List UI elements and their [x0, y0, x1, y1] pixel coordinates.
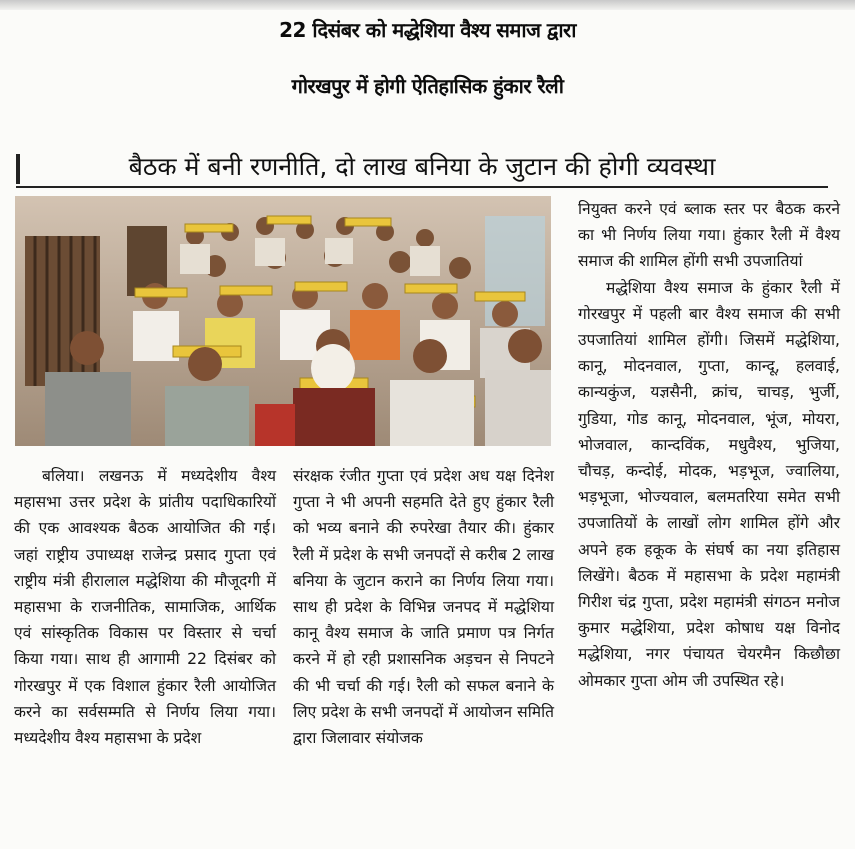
article-column-2 — [293, 463, 554, 751]
meeting-photo-illustration — [15, 196, 551, 446]
article-column-3-paragraph-2: मद्धेशिया वैश्य समाज के हुंकार रैली में गोरखपुर में पहली बार वैश्य समाज की सभी उपजातियां शामिल होंगी। जिसमें मद्धेशिया, कानू, मोदनवाल, गुप्ता, कान्दू, हलवाई, कान्यकुंज, यज्ञसैनी, क्रांच, चाचड़, भुर्जी, गुडिया, गोड कानू, मोदनवाल, भूंज, मोयरा, भोजवाल, कान्दविंक, मधुवैश्य, भुजिया, चौचड़, कन्दोई, मोदक, भड़भूज, ज्वालिया, भड़भूजा, भोज्यवाल, बलमतरिया समेत सभी उपजातियों के लाखों लोग शामिल होंगे और अपने हक हकूक के संघर्ष का नया इतिहास लिखेंगे। बैठक में महासभा के प्रदेश महामंत्री गिरीश चंद्र गुप्ता, प्रदेश महामंत्री संगठन मनोज कुमार मद्धेशिया, प्रदेश कोषाध यक्ष विनोद मद्धेशिया, नगर पंचायत चेयरमैन किछौछा ओमकार गुप्ता ओम जी उपस्थित रहे। — [578, 278, 840, 690]
article-column-2-text: संरक्षक रंजीत गुप्ता एवं प्रदेश अध यक्ष दिनेश गुप्ता ने भी अपनी सहमति देते हुए हुंकार रैली को भव्य बनाने की रुपरेखा तैयार की। हुंकार रैली में प्रदेश के सभी जनपदों से करीब 2 लाख बनिया के जुटान कराने का निर्णय लिया गया। साथ ही प्रदेश के विभिन्न जनपद में मद्धेशिया कानू वैश्य समाज के जाति प्रमाण पत्र निर्गत करने में हो रही प्रशासनिक अड़चन से निपटने की भी चर्चा की गई। रैली को सफल बनाने के लिए प्रदेश के सभी जनपदों में आयोजन समिति द्वारा जिलावार संयोजक — [293, 467, 554, 748]
article-column-3 — [578, 196, 840, 694]
article-column-1 — [14, 463, 276, 751]
meeting-photo — [15, 196, 551, 446]
subheadline-bar — [16, 154, 20, 184]
headline-line-1: 22 दिसंबर को मद्धेशिया वैश्य समाज द्वारा — [279, 18, 576, 42]
previous-article-strip — [0, 0, 855, 10]
article-column-1-text: बलिया। लखनऊ में मध्यदेशीय वैश्य महासभा उत्तर प्रदेश के प्रांतीय पदाधिकारियों की एक आवश्यक बैठक आयोजित की गई। जहां राष्ट्रीय उपाध्यक्ष राजेन्द्र प्रसाद गुप्ता एवं राष्ट्रीय मंत्री हीरालाल मद्धेशिया की मौजूदगी में महासभा के राजनीतिक, सामाजिक, आर्थिक एवं सांस्कृतिक विकास पर विस्तार से चर्चा किया गया। साथ ही आगामी 22 दिसंबर को गोरखपुर में एक विशाल हुंकार रैली आयोजित करने का सर्वसम्मति से निर्णय लिया गया। मध्यदेशीय वैश्य महासभा के प्रदेश — [14, 467, 276, 748]
subheadline-text: बैठक में बनी रणनीति, दो लाख बनिया के जुटान की होगी व्यवस्था — [128, 152, 716, 181]
article-column-3-paragraph-1: नियुक्त करने एवं ब्लाक स्तर पर बैठक करने का भी निर्णय लिया गया। हुंकार रैली में वैश्य समाज की शामिल होंगी सभी उपजातियां — [578, 200, 840, 271]
headline-line-2: गोरखपुर में होगी ऐतिहासिक हुंकार रैली — [291, 74, 564, 98]
subheadline — [16, 150, 828, 188]
